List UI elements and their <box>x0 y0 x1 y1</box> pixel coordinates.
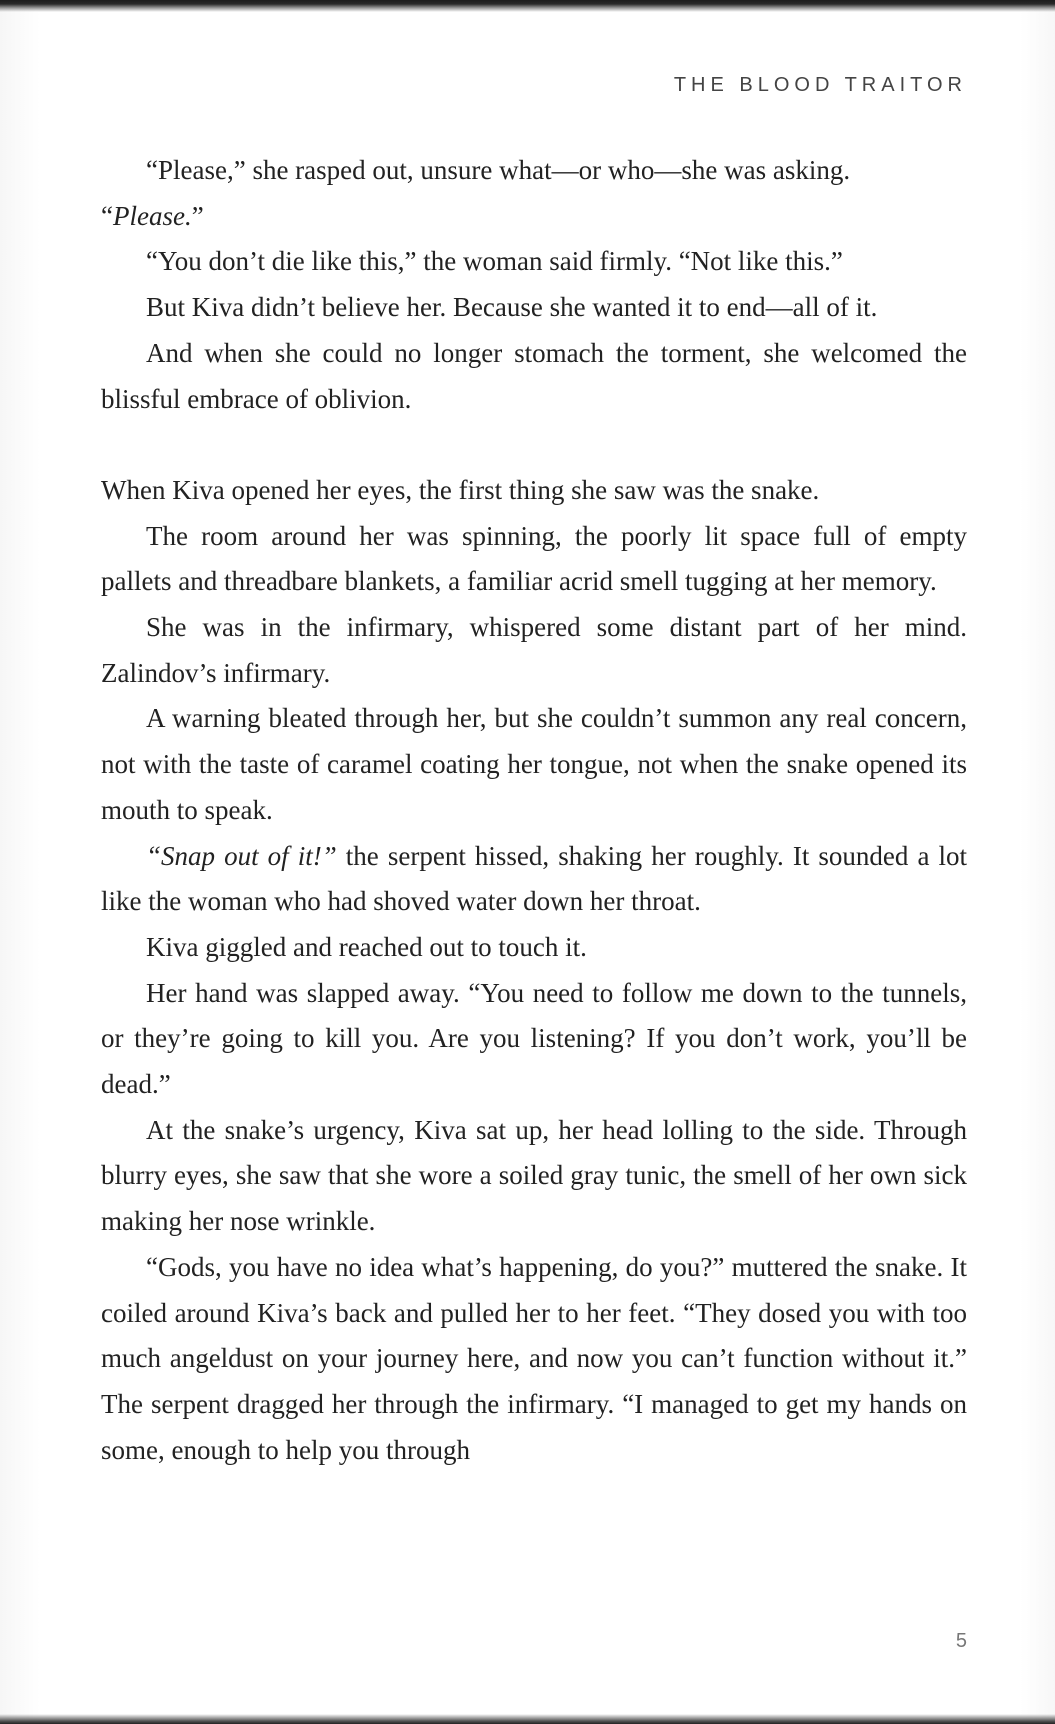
running-head: THE BLOOD TRAITOR <box>673 74 967 96</box>
text-run: Her hand was slapped away. “You need to follow me down to the tunnels, or they’re going to kill you. Are you listening? If you don’t work, you’ll be dead.” <box>101 977 967 1100</box>
text-run: “Gods, you have no idea what’s happening, do you?” muttered the snake. It coiled around Kiva’s back and pulled her to her feet. “They dosed you with too much angeldust on your journey here, and now you can’t function without it.” The serpent dragged her through the infirmary. “I managed to get my hands on some, enough to help you through <box>101 1251 967 1465</box>
paragraph <box>101 1245 967 1474</box>
paragraph <box>101 194 967 240</box>
paragraph <box>101 834 967 925</box>
text-run: At the snake’s urgency, Kiva sat up, her head lolling to the side. Through blurry eyes, she saw that she wore a soiled gray tunic, the smell of her own sick making her nose wrinkle. <box>101 1114 967 1237</box>
paragraph <box>101 605 967 696</box>
paragraph <box>101 925 967 971</box>
text-run: “Please,” she rasped out, unsure what—or who—she was asking. <box>146 155 851 185</box>
paragraph <box>101 239 967 285</box>
text-run: The room around her was spinning, the poorly lit space full of empty pallets and threadbare blankets, a familiar acrid smell tugging at her memory. <box>101 520 967 597</box>
text-run: “You don’t die like this,” the woman said firmly. “Not like this.” <box>146 246 843 277</box>
paragraph <box>101 468 967 514</box>
page-number: 5 <box>955 1630 967 1652</box>
paragraph <box>101 1108 967 1245</box>
paragraph <box>101 514 967 605</box>
text-run: ” <box>191 200 204 231</box>
text-run: the serpent hissed, shaking her roughly. It sounded a lot like the woman who had shoved water down her throat. <box>101 840 968 917</box>
text-run: But Kiva didn’t believe her. Because she wanted it to end—all of it. <box>146 292 878 323</box>
text-run: And when she could no longer stomach the torment, she welcomed the blissful embrace of oblivion. <box>101 337 967 414</box>
italic-text: “Snap out of it!” <box>146 840 337 871</box>
paragraph <box>101 331 967 422</box>
page-top-shadow <box>0 0 1055 12</box>
paragraph <box>101 148 967 194</box>
paragraph <box>101 971 967 1108</box>
page-bottom-shadow <box>0 1714 1055 1724</box>
text-run: A warning bleated through her, but she couldn’t summon any real concern, not with the taste of caramel coating her tongue, not when the snake opened its mouth to speak. <box>101 703 967 825</box>
paragraph <box>101 285 967 331</box>
text-run: When Kiva opened her eyes, the first thing she saw was the snake. <box>101 474 820 505</box>
paragraph <box>101 696 967 833</box>
body-text <box>101 148 967 1473</box>
italic-text: Please. <box>112 200 192 231</box>
text-run: She was in the infirmary, whispered some distant part of her mind. Zalindov’s infirmary. <box>101 612 967 688</box>
text-run: “ <box>101 200 113 231</box>
text-run: Kiva giggled and reached out to touch it. <box>146 931 587 962</box>
